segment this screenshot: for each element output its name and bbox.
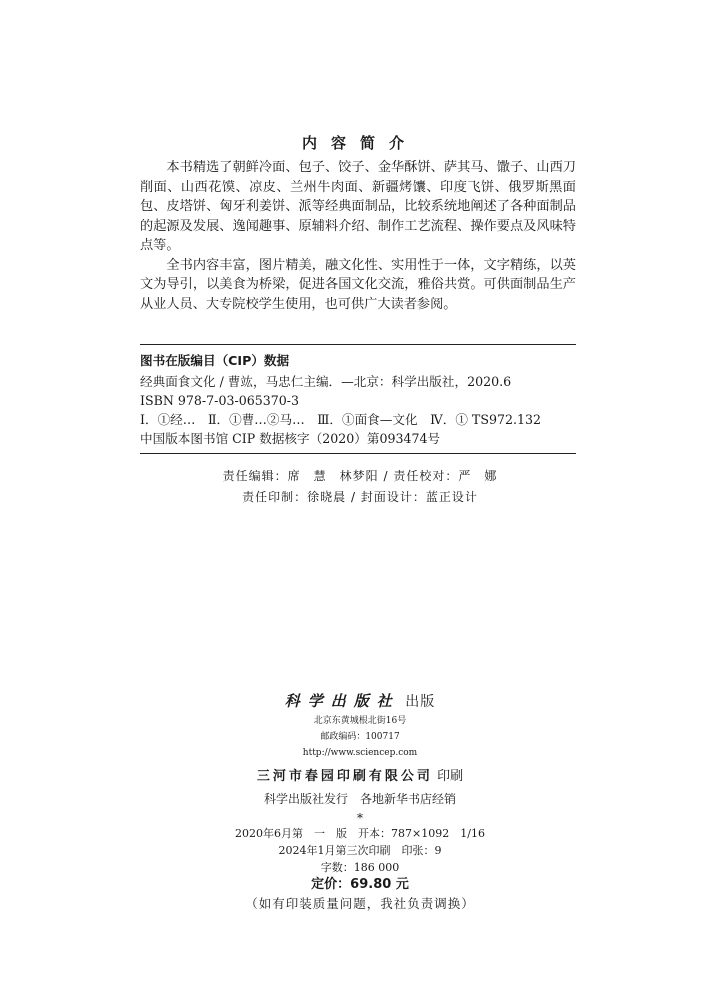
publisher-line	[0, 690, 720, 713]
printing-line: 2024年1月第三次印刷 印张：9	[278, 844, 442, 857]
publisher-url: http://www.sciencep.com	[302, 748, 418, 758]
printer-name: 三河市春园印刷有限公司	[256, 769, 433, 784]
word-count: 字数：186 000	[320, 861, 400, 874]
credits-production: 责任印制：徐晓晨 / 封面设计：蓝正设计	[242, 490, 478, 504]
cip-isbn-line: ISBN 978-7-03-065370-3	[140, 393, 300, 408]
publisher-block	[0, 690, 720, 914]
intro-paragraph-1: 本书精选了朝鲜冷面、包子、饺子、金华酥饼、萨其马、馓子、山西刀削面、山西花馍、凉皮、兰州牛肉面、新疆烤馕、印度飞饼、俄罗斯黑面包、皮塔饼、匈牙利姜饼、派等经典面制品，比较系统地阐述了各种面制品的起源及发展、逸闻趣事、原辅料介绍、制作工艺流程、操作要点及风味特点等。	[140, 160, 576, 253]
cip-record-line: 中国版本图书馆 CIP 数据核字（2020）第093474号	[140, 431, 441, 446]
quality-note: （如有印装质量问题，我社负责调换）	[245, 896, 475, 911]
credits-editors: 责任编辑：席 慧 林梦阳 / 责任校对：严 娜	[222, 469, 498, 483]
publisher-address: 北京东黄城根北街16号	[313, 716, 407, 726]
cip-title-line: 经典面食文化 / 曹竑，马忠仁主编．—北京：科学出版社，2020.6	[140, 374, 512, 389]
publisher-postcode: 邮政编码：100717	[320, 732, 400, 742]
intro-title: 内容简介	[301, 134, 418, 152]
cip-heading: 图书在版编目（CIP）数据	[140, 353, 290, 368]
credits-block	[0, 466, 720, 508]
edition-line: 2020年6月第 一 版 开本：787×1092 1/16	[235, 827, 485, 840]
intro-body	[140, 158, 576, 314]
separator-star: *	[357, 811, 363, 825]
printer-line	[0, 765, 720, 789]
price: 定价：69.80 元	[311, 877, 409, 892]
printer-suffix: 印刷	[437, 769, 464, 784]
publisher-logo: 科学出版社	[284, 692, 400, 710]
cip-block	[140, 344, 576, 454]
intro-paragraph-2: 全书内容丰富，图片精美，融文化性、实用性于一体，文字精练，以英文为导引，以美食为桥梁，促进各国文化交流，雅俗共赏。可供面制品生产从业人员、大专院校学生使用，也可供广大读者参阅。	[140, 257, 576, 312]
publisher-suffix: 出版	[405, 694, 436, 710]
cip-classification-line: Ⅰ．①经… Ⅱ．①曹…②马… Ⅲ．①面食—文化 Ⅳ．① TS972.132	[140, 412, 542, 427]
distribution-line: 科学出版社发行 各地新华书店经销	[263, 792, 456, 806]
